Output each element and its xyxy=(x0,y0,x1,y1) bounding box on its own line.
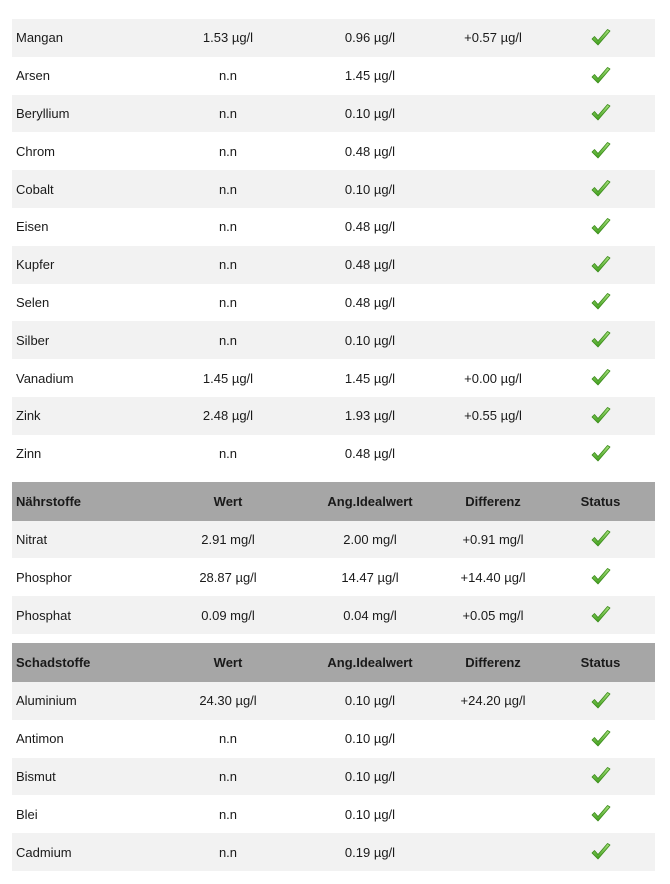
ideal-value: 0.19 µg/l xyxy=(344,844,396,860)
checkmark-icon xyxy=(590,691,612,711)
section-spacer xyxy=(12,473,655,482)
table-row xyxy=(12,284,655,322)
table-row xyxy=(12,246,655,284)
parameter-name: Phosphor xyxy=(16,569,72,585)
measured-value: n.n xyxy=(218,332,238,348)
parameter-name: Bismut xyxy=(16,768,56,784)
measured-value: 1.53 µg/l xyxy=(202,30,254,46)
parameter-name: Antimon xyxy=(16,731,64,747)
measured-value: n.n xyxy=(218,143,238,159)
status-cell xyxy=(546,435,655,473)
status-cell xyxy=(546,19,655,57)
ideal-value: 0.48 µg/l xyxy=(344,143,396,159)
table-row xyxy=(12,720,655,758)
measured-value: n.n xyxy=(218,844,238,860)
checkmark-icon xyxy=(590,804,612,824)
table-row xyxy=(12,19,655,57)
table-row xyxy=(12,321,655,359)
measured-value: n.n xyxy=(218,68,238,84)
difference-value xyxy=(440,284,546,322)
parameter-name: Cadmium xyxy=(16,844,72,860)
table-row xyxy=(12,521,655,559)
status-cell xyxy=(546,720,655,758)
checkmark-icon xyxy=(590,28,612,48)
table-row xyxy=(12,435,655,473)
difference-value xyxy=(440,208,546,246)
status-cell xyxy=(546,521,655,559)
section-header-row xyxy=(12,643,655,682)
table-row xyxy=(12,57,655,95)
parameter-name: Kupfer xyxy=(16,257,55,273)
ideal-value: 2.00 mg/l xyxy=(343,531,397,547)
parameter-name: Cobalt xyxy=(16,181,54,197)
status-cell xyxy=(546,833,655,871)
ideal-value: 14.47 µg/l xyxy=(341,569,399,585)
difference-value xyxy=(440,833,546,871)
header-diff: Differenz xyxy=(465,493,521,509)
difference-value: +0.00 µg/l xyxy=(464,370,522,386)
results-table-body xyxy=(12,19,655,871)
measured-value: n.n xyxy=(218,806,238,822)
table-row xyxy=(12,558,655,596)
status-cell xyxy=(546,208,655,246)
difference-value xyxy=(440,321,546,359)
difference-value: +0.55 µg/l xyxy=(464,408,522,424)
status-cell xyxy=(546,132,655,170)
measured-value: 2.91 mg/l xyxy=(201,531,255,547)
checkmark-icon xyxy=(590,766,612,786)
table-row xyxy=(12,95,655,133)
ideal-value: 0.10 µg/l xyxy=(344,768,396,784)
parameter-name: Selen xyxy=(16,294,50,310)
measured-value: n.n xyxy=(218,731,238,747)
parameter-name: Zinn xyxy=(16,446,42,462)
table-row xyxy=(12,795,655,833)
checkmark-icon xyxy=(590,529,612,549)
header-wert: Wert xyxy=(213,654,243,670)
ideal-value: 1.93 µg/l xyxy=(344,408,396,424)
difference-value: +0.05 mg/l xyxy=(462,607,524,623)
header-diff: Differenz xyxy=(465,654,521,670)
parameter-name: Beryllium xyxy=(16,105,70,121)
measured-value: n.n xyxy=(218,257,238,273)
measured-value: n.n xyxy=(218,294,238,310)
header-ideal: Ang.Idealwert xyxy=(327,654,413,670)
table-row xyxy=(12,833,655,871)
measured-value: 1.45 µg/l xyxy=(202,370,254,386)
ideal-value: 0.48 µg/l xyxy=(344,294,396,310)
checkmark-icon xyxy=(590,605,612,625)
measured-value: 2.48 µg/l xyxy=(202,408,254,424)
status-cell xyxy=(546,95,655,133)
ideal-value: 0.10 µg/l xyxy=(344,105,396,121)
status-cell xyxy=(546,596,655,634)
measured-value: n.n xyxy=(218,105,238,121)
difference-value xyxy=(440,246,546,284)
ideal-value: 0.48 µg/l xyxy=(344,219,396,235)
checkmark-icon xyxy=(590,179,612,199)
parameter-name: Silber xyxy=(16,332,50,348)
checkmark-icon xyxy=(590,842,612,862)
parameter-name: Eisen xyxy=(16,219,49,235)
header-ideal: Ang.Idealwert xyxy=(327,493,413,509)
ideal-value: 0.10 µg/l xyxy=(344,731,396,747)
difference-value xyxy=(440,57,546,95)
parameter-name: Arsen xyxy=(16,68,50,84)
checkmark-icon xyxy=(590,444,612,464)
checkmark-icon xyxy=(590,330,612,350)
checkmark-icon xyxy=(590,141,612,161)
parameter-name: Mangan xyxy=(16,30,63,46)
difference-value xyxy=(440,95,546,133)
status-cell xyxy=(546,795,655,833)
table-row xyxy=(12,359,655,397)
checkmark-icon xyxy=(590,103,612,123)
checkmark-icon xyxy=(590,66,612,86)
table-row xyxy=(12,397,655,435)
status-cell xyxy=(546,321,655,359)
table-row xyxy=(12,596,655,634)
status-cell xyxy=(546,170,655,208)
difference-value xyxy=(440,435,546,473)
status-cell xyxy=(546,558,655,596)
table-row xyxy=(12,132,655,170)
table-row xyxy=(12,170,655,208)
status-cell xyxy=(546,758,655,796)
difference-value xyxy=(440,170,546,208)
status-cell xyxy=(546,359,655,397)
ideal-value: 0.48 µg/l xyxy=(344,446,396,462)
ideal-value: 1.45 µg/l xyxy=(344,68,396,84)
difference-value: +0.57 µg/l xyxy=(464,30,522,46)
spacer-cell xyxy=(12,634,655,643)
measured-value: n.n xyxy=(218,446,238,462)
checkmark-icon xyxy=(590,368,612,388)
difference-value: +0.91 mg/l xyxy=(462,531,524,547)
table-row xyxy=(12,682,655,720)
ideal-value: 0.10 µg/l xyxy=(344,693,396,709)
measured-value: 24.30 µg/l xyxy=(199,693,257,709)
header-status: Status xyxy=(580,493,621,509)
status-cell xyxy=(546,397,655,435)
status-cell xyxy=(546,246,655,284)
parameter-name: Vanadium xyxy=(16,370,74,386)
checkmark-icon xyxy=(590,255,612,275)
difference-value xyxy=(440,758,546,796)
ideal-value: 0.10 µg/l xyxy=(344,332,396,348)
ideal-value: 0.04 mg/l xyxy=(343,607,397,623)
parameter-name: Phosphat xyxy=(16,607,71,623)
checkmark-icon xyxy=(590,567,612,587)
measured-value: n.n xyxy=(218,181,238,197)
checkmark-icon xyxy=(590,217,612,237)
difference-value: +24.20 µg/l xyxy=(460,693,526,709)
difference-value xyxy=(440,795,546,833)
ideal-value: 0.10 µg/l xyxy=(344,806,396,822)
difference-value xyxy=(440,720,546,758)
ideal-value: 0.10 µg/l xyxy=(344,181,396,197)
table-row xyxy=(12,758,655,796)
ideal-value: 0.96 µg/l xyxy=(344,30,396,46)
difference-value: +14.40 µg/l xyxy=(460,569,526,585)
parameter-name: Aluminium xyxy=(16,693,77,709)
status-cell xyxy=(546,682,655,720)
checkmark-icon xyxy=(590,729,612,749)
ideal-value: 1.45 µg/l xyxy=(344,370,396,386)
table-row xyxy=(12,208,655,246)
difference-value xyxy=(440,132,546,170)
checkmark-icon xyxy=(590,406,612,426)
checkmark-icon xyxy=(590,292,612,312)
measured-value: n.n xyxy=(218,219,238,235)
header-name: Schadstoffe xyxy=(16,654,91,670)
measured-value: 0.09 mg/l xyxy=(201,607,255,623)
status-cell xyxy=(546,284,655,322)
results-table xyxy=(12,19,655,871)
ideal-value: 0.48 µg/l xyxy=(344,257,396,273)
status-cell xyxy=(546,57,655,95)
spacer-cell xyxy=(12,473,655,482)
parameter-name: Nitrat xyxy=(16,531,48,547)
measured-value: 28.87 µg/l xyxy=(199,569,257,585)
header-name: Nährstoffe xyxy=(16,493,82,509)
parameter-name: Chrom xyxy=(16,143,56,159)
section-spacer xyxy=(12,634,655,643)
section-header-row xyxy=(12,482,655,521)
measured-value: n.n xyxy=(218,768,238,784)
header-wert: Wert xyxy=(213,493,243,509)
parameter-name: Zink xyxy=(16,408,41,424)
parameter-name: Blei xyxy=(16,806,38,822)
header-status: Status xyxy=(580,654,621,670)
